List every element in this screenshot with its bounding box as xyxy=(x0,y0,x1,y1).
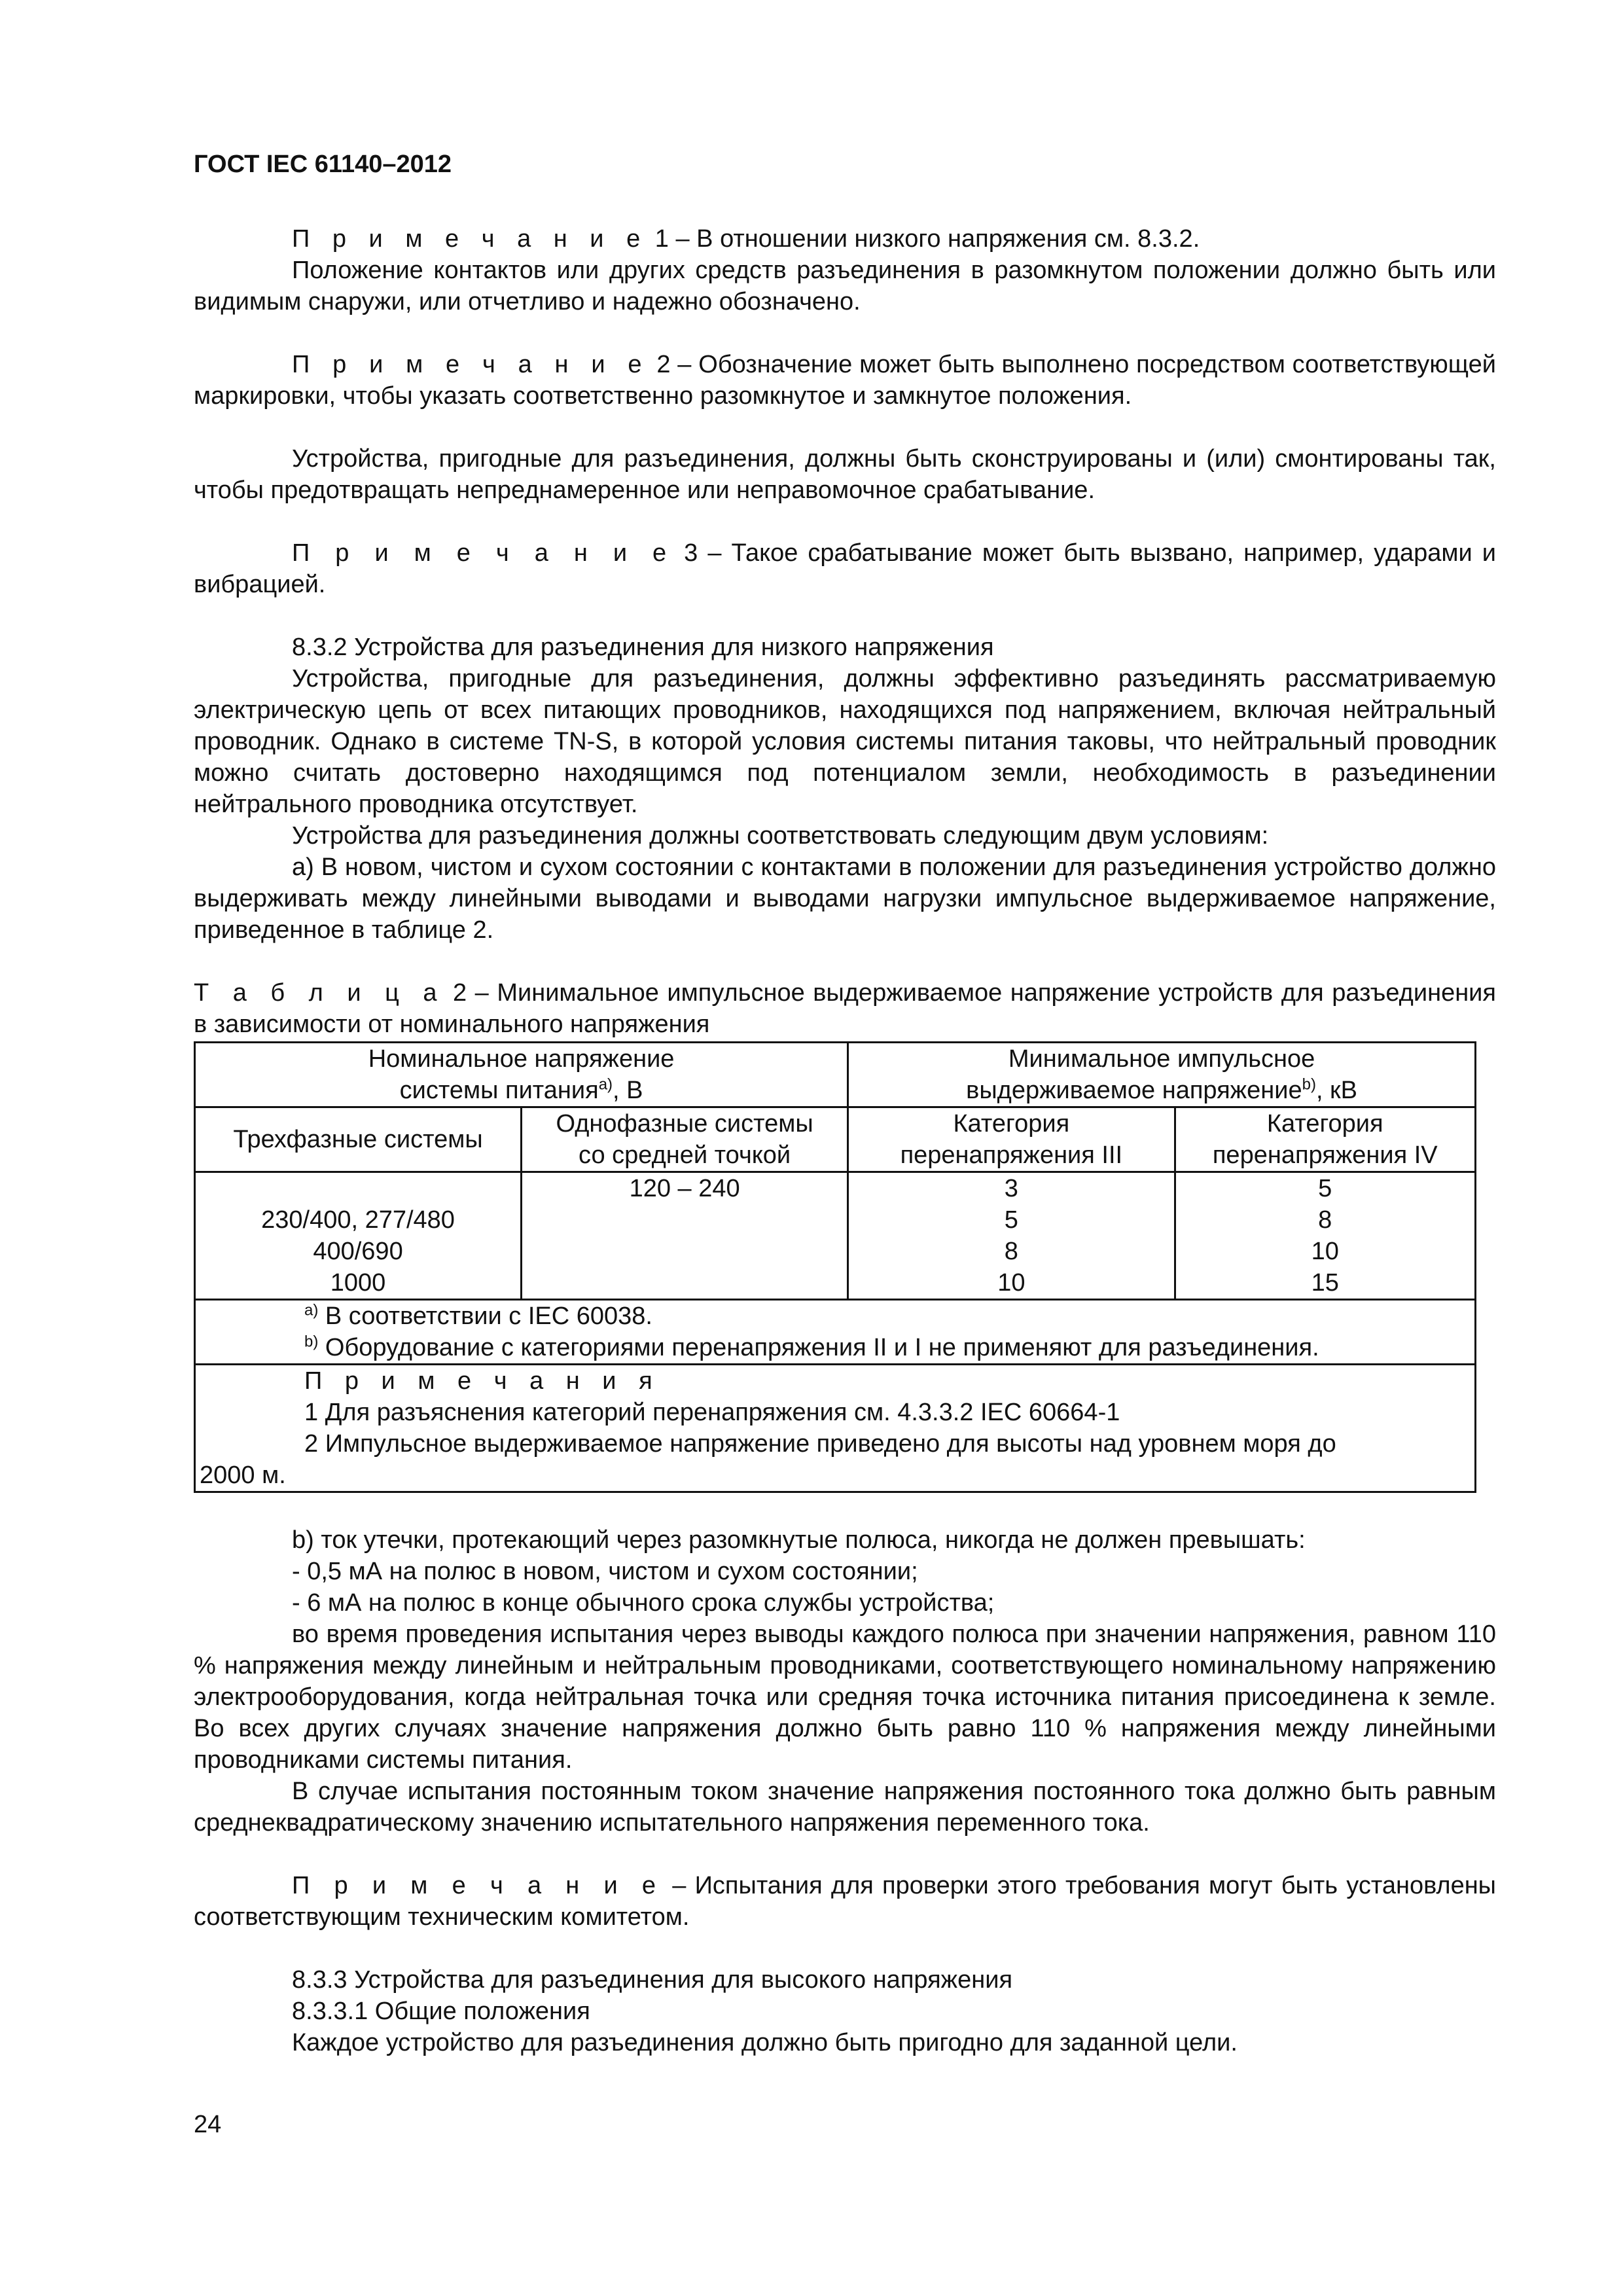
note-label: П р и м е ч а н и е xyxy=(292,539,675,567)
table-caption-text: 2 – Минимальное импульсное выдерживаемое напряжение устройств для разъединения в зависимости от номинального напряжения xyxy=(194,979,1496,1038)
notes-label: П р и м е ч а н и я xyxy=(304,1367,660,1395)
note-label: П р и м е ч а н и е xyxy=(292,225,649,253)
table-data-row xyxy=(195,1172,1476,1300)
paragraph: В случае испытания постоянным током значение напряжения постоянного тока должно быть равным среднеквадратическому значению испытательного напряжения переменного тока. xyxy=(194,1778,1496,1837)
table-2 xyxy=(194,1041,1476,1493)
note-text: 3 – Такое срабатывание может быть вызвано, например, ударами и вибрацией. xyxy=(194,539,1496,598)
category-4-values: 5 8 10 15 xyxy=(1175,1172,1476,1300)
document-header: ГОСТ IEC 61140–2012 xyxy=(194,151,452,178)
paragraph: а) В новом, чистом и сухом состоянии с контактами в положении для разъединения устройство должно выдерживать между линейными выводами и выводами нагрузки импульсное выдерживаемое напряжение, приведенное в таблице 2. xyxy=(194,853,1496,944)
paragraph: Устройства, пригодные для разъединения, должны быть сконструированы и (или) смонтированы так, чтобы предотвращать непреднамеренное или неправомочное срабатывание. xyxy=(194,445,1496,504)
note-text: 1 – В отношении низкого напряжения см. 8.3.2. xyxy=(648,225,1200,253)
table-footnotes xyxy=(195,1300,1476,1365)
table-notes-row xyxy=(195,1365,1476,1492)
note-2 xyxy=(194,349,1496,412)
note-1 xyxy=(194,223,1496,255)
document-page xyxy=(194,151,1496,2058)
paragraph: во время проведения испытания через выводы каждого полюса при значении напряжения, равном 110 % напряжения между линейным и нейтральным проводниками, соответствующего номинальному напряжению электрооборудования, когда нейтральная точка или средняя точка источника питания присоединена к земле. Во всех других случаях значение напряжения должно быть равно 110 % напряжения между линейными проводниками системы питания. xyxy=(194,1621,1496,1774)
note-label: П р и м е ч а н и е xyxy=(292,351,650,378)
paragraph: Каждое устройство для разъединения должно быть пригодно для заданной цели. xyxy=(292,2029,1238,2056)
paragraph: b) ток утечки, протекающий через разомкнутые полюса, никогда не должен превышать: xyxy=(292,1526,1306,1554)
table-header-row xyxy=(195,1043,1476,1107)
header-three-phase: Трехфазные системы xyxy=(195,1107,522,1172)
table-note-2-cont: 2000 м. xyxy=(200,1462,286,1489)
header-single-phase: Однофазные системы со средней точкой xyxy=(522,1107,848,1172)
note-label: П р и м е ч а н и е xyxy=(292,1872,664,1899)
paragraph: Устройства для разъединения должны соответствовать следующим двум условиям: xyxy=(292,822,1269,850)
page-number: 24 xyxy=(194,2111,222,2138)
table-caption xyxy=(194,977,1496,1040)
paragraph: - 6 мА на полюс в конце обычного срока службы устройства; xyxy=(292,1589,995,1617)
section-heading-8-3-3: 8.3.3 Устройства для разъединения для высокого напряжения xyxy=(292,1966,1013,1994)
table-note-2: 2 Импульсное выдерживаемое напряжение приведено для высоты над уровнем моря до xyxy=(304,1430,1336,1458)
footnote-b: $^{b)}$ Оборудование с категориями перенапряжения II и I не применяют для разъединения. xyxy=(304,1333,1319,1361)
section-heading-8-3-3-1: 8.3.3.1 Общие положения xyxy=(292,1998,590,2025)
section-heading-8-3-2: 8.3.2 Устройства для разъединения для низкого напряжения xyxy=(292,634,994,661)
note-text: – Испытания для проверки этого требования могут быть установлены соответствующим техническим комитетом. xyxy=(194,1872,1496,1931)
paragraph: - 0,5 мА на полюс в новом, чистом и сухом состоянии; xyxy=(292,1558,918,1585)
header-nominal-voltage: Номинальное напряжение системы питания$^{a)}$, В xyxy=(195,1043,848,1107)
paragraph: Положение контактов или других средств разъединения в разомкнутом положении должно быть или видимым снаружи, или отчетливо и надежно обозначено. xyxy=(194,257,1496,315)
footnote-a: $^{a)}$ В соответствии с IEC 60038. xyxy=(304,1301,652,1330)
note-text: 2 – Обозначение может быть выполнено посредством соответствующей маркировки, чтобы указать соответственно разомкнутое и замкнутое положения. xyxy=(194,351,1497,410)
header-category-3: Категория перенапряжения III xyxy=(848,1107,1175,1172)
category-3-values: 3 5 8 10 xyxy=(848,1172,1175,1300)
note-4 xyxy=(194,1870,1496,1933)
table-note-1: 1 Для разъяснения категорий перенапряжения см. 4.3.3.2 IEC 60664-1 xyxy=(304,1399,1120,1426)
header-withstand-voltage: Минимальное импульсное выдерживаемое напряжение$^{b)}$, кВ xyxy=(848,1043,1476,1107)
table-subheader-row xyxy=(195,1107,1476,1172)
single-phase-values: 120 – 240 xyxy=(522,1172,848,1300)
note-3 xyxy=(194,537,1496,600)
header-category-4: Категория перенапряжения IV xyxy=(1175,1107,1476,1172)
table-notes xyxy=(195,1365,1476,1492)
three-phase-values: 230/400, 277/480 400/690 1000 xyxy=(195,1172,522,1300)
table-label: Т а б л и ц а xyxy=(194,979,445,1007)
table-footnotes-row xyxy=(195,1300,1476,1365)
paragraph: Устройства, пригодные для разъединения, должны эффективно разъединять рассматриваемую электрическую цепь от всех питающих проводников, находящихся под напряжением, включая нейтральный проводник. Однако в системе TN-S, в которой условия системы питания таковы, что нейтральный проводник можно считать достоверно находящимся под потенциалом земли, необходимость в разъединении нейтрального проводника отсутствует. xyxy=(194,665,1496,818)
